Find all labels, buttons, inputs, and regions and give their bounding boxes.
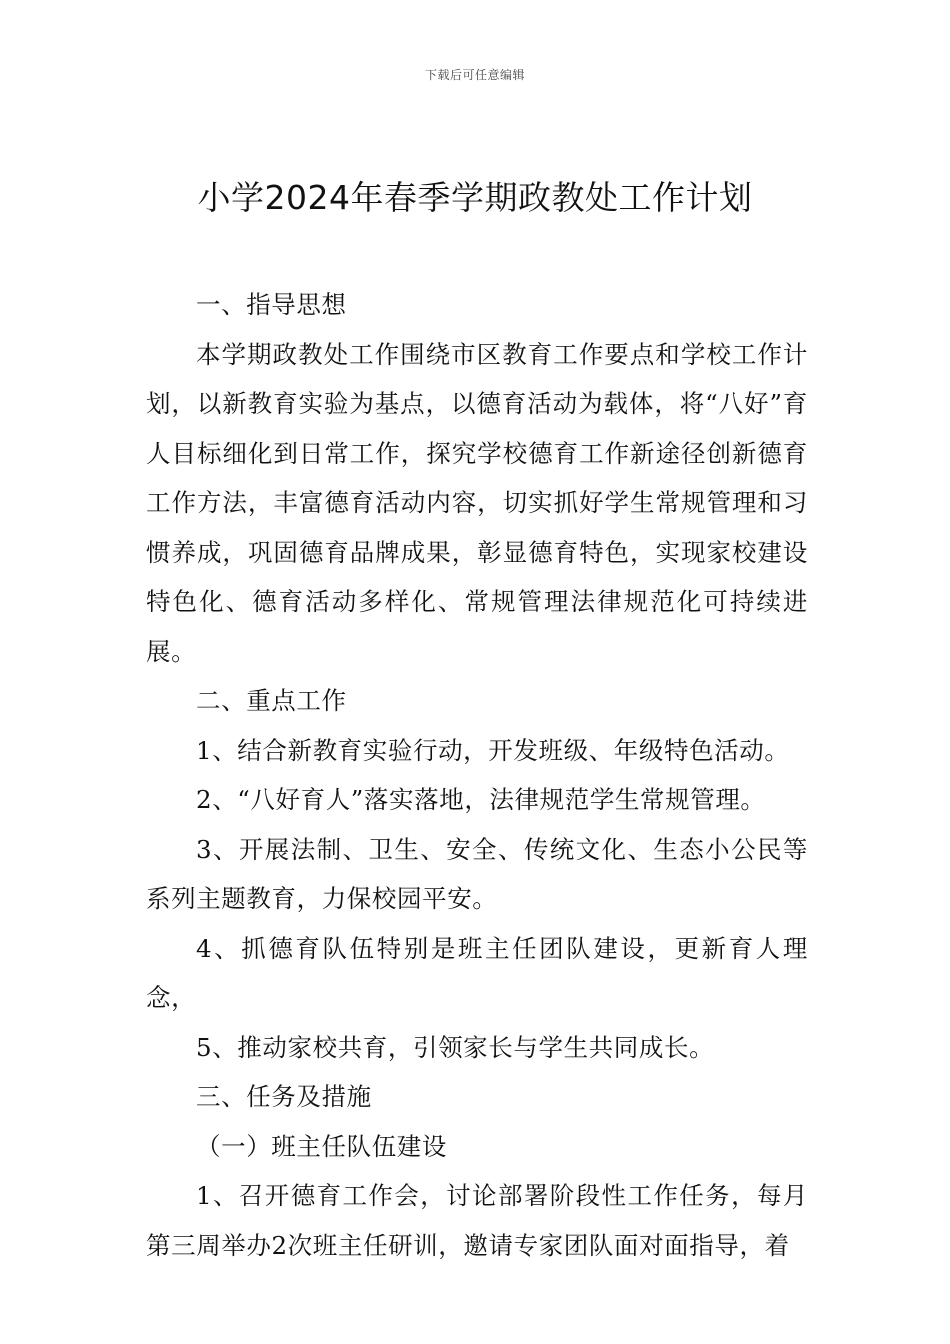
section-heading-tasks-measures: 三、任务及措施 bbox=[196, 1082, 372, 1111]
key-work-item-1: 1、结合新教育实验行动，开发班级、年级特色活动。 bbox=[196, 735, 790, 765]
document-title: 小学2024年春季学期政教处工作计划 bbox=[197, 178, 753, 217]
paragraph-guiding-thought: 本学期政教处工作围绕市区教育工作要点和学校工作计划，以新教育实验为基点，以德育活动为载体，将“八好”育人目标细化到日常工作，探究学校德育工作新途径创新德育工作方法，丰富德育活动内容，切实抓好学生常规管理和习惯养成，巩固德育品牌成果，彰显德育特色，实现家校建设特色化、德育活动多样化、常规管理法律规范化可持续进展。 bbox=[146, 339, 808, 666]
key-work-item-5: 5、推动家校共育，引领家长与学生共同成长。 bbox=[196, 1032, 715, 1062]
key-work-item-2: 2、“八好育人”落实落地，法律规范学生常规管理。 bbox=[196, 785, 766, 814]
task-item-1: 1、召开德育工作会，讨论部署阶段性工作任务，每月第三周举办2次班主任研训，邀请专家团队面对面指导，着 bbox=[146, 1181, 808, 1260]
document-body bbox=[146, 280, 808, 1270]
section-heading-guiding-thought: 一、指导思想 bbox=[196, 290, 347, 319]
header-note: 下载后可任意编辑 bbox=[424, 68, 525, 82]
subsection-heading-headteacher-team: （一）班主任队伍建设 bbox=[196, 1131, 447, 1161]
key-work-item-4: 4、抓德育队伍特别是班主任团队建设，更新育人理念， bbox=[146, 933, 808, 1012]
section-heading-key-work: 二、重点工作 bbox=[196, 686, 347, 715]
key-work-item-3: 3、开展法制、卫生、安全、传统文化、生态小公民等系列主题教育，力保校园平安。 bbox=[146, 834, 808, 913]
